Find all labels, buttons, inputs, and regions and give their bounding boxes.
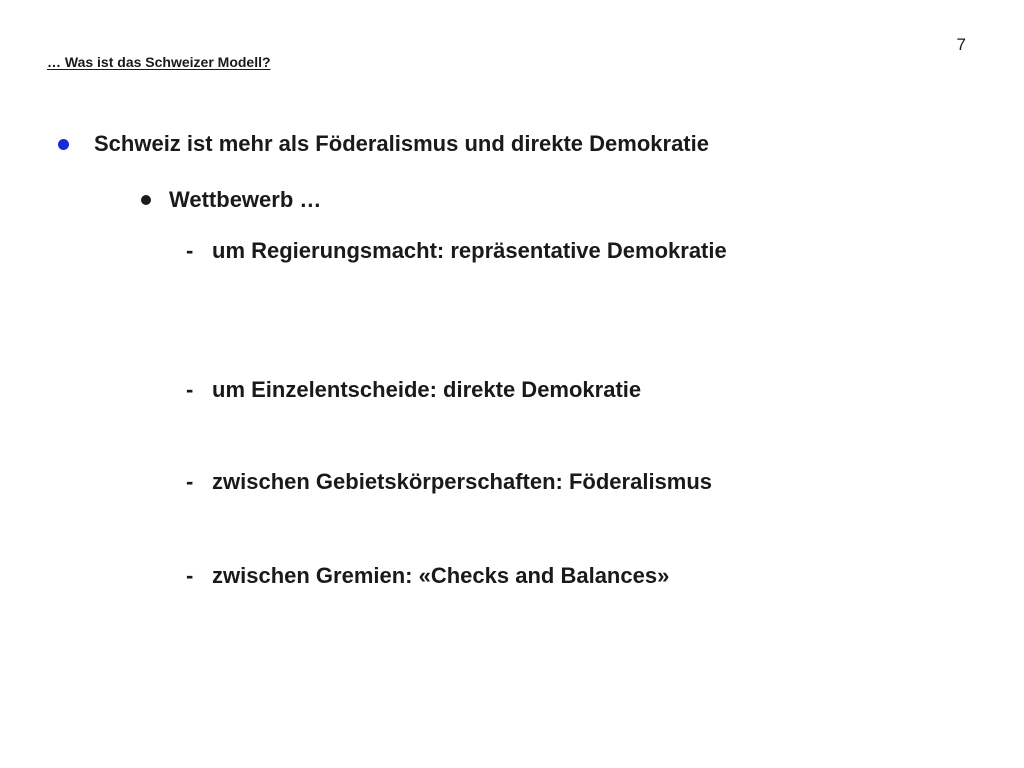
main-bullet-point bbox=[58, 131, 709, 157]
page-number: 7 bbox=[956, 35, 966, 54]
slide-title: … Was ist das Schweizer Modell? bbox=[47, 54, 271, 70]
dash-marker: - bbox=[186, 377, 194, 402]
sub-bullet-text: Wettbewerb … bbox=[169, 187, 322, 212]
list-item-text: zwischen Gebietskörperschaften: Föderalismus bbox=[212, 469, 713, 494]
blue-bullet-icon bbox=[58, 139, 69, 150]
list-item-text: zwischen Gremien: «Checks and Balances» bbox=[212, 563, 670, 588]
list-item-text: um Einzelentscheide: direkte Demokratie bbox=[212, 377, 642, 402]
list-item bbox=[186, 238, 727, 264]
dash-marker: - bbox=[186, 238, 194, 263]
list-item bbox=[186, 563, 669, 589]
list-item bbox=[186, 469, 712, 495]
list-item-text: um Regierungsmacht: repräsentative Demokratie bbox=[212, 238, 727, 263]
sub-bullet-point bbox=[141, 187, 321, 213]
dash-marker: - bbox=[186, 469, 194, 494]
dash-marker: - bbox=[186, 563, 194, 588]
black-bullet-icon bbox=[141, 195, 151, 205]
list-item bbox=[186, 377, 641, 403]
main-bullet-text: Schweiz ist mehr als Föderalismus und direkte Demokratie bbox=[94, 131, 709, 156]
